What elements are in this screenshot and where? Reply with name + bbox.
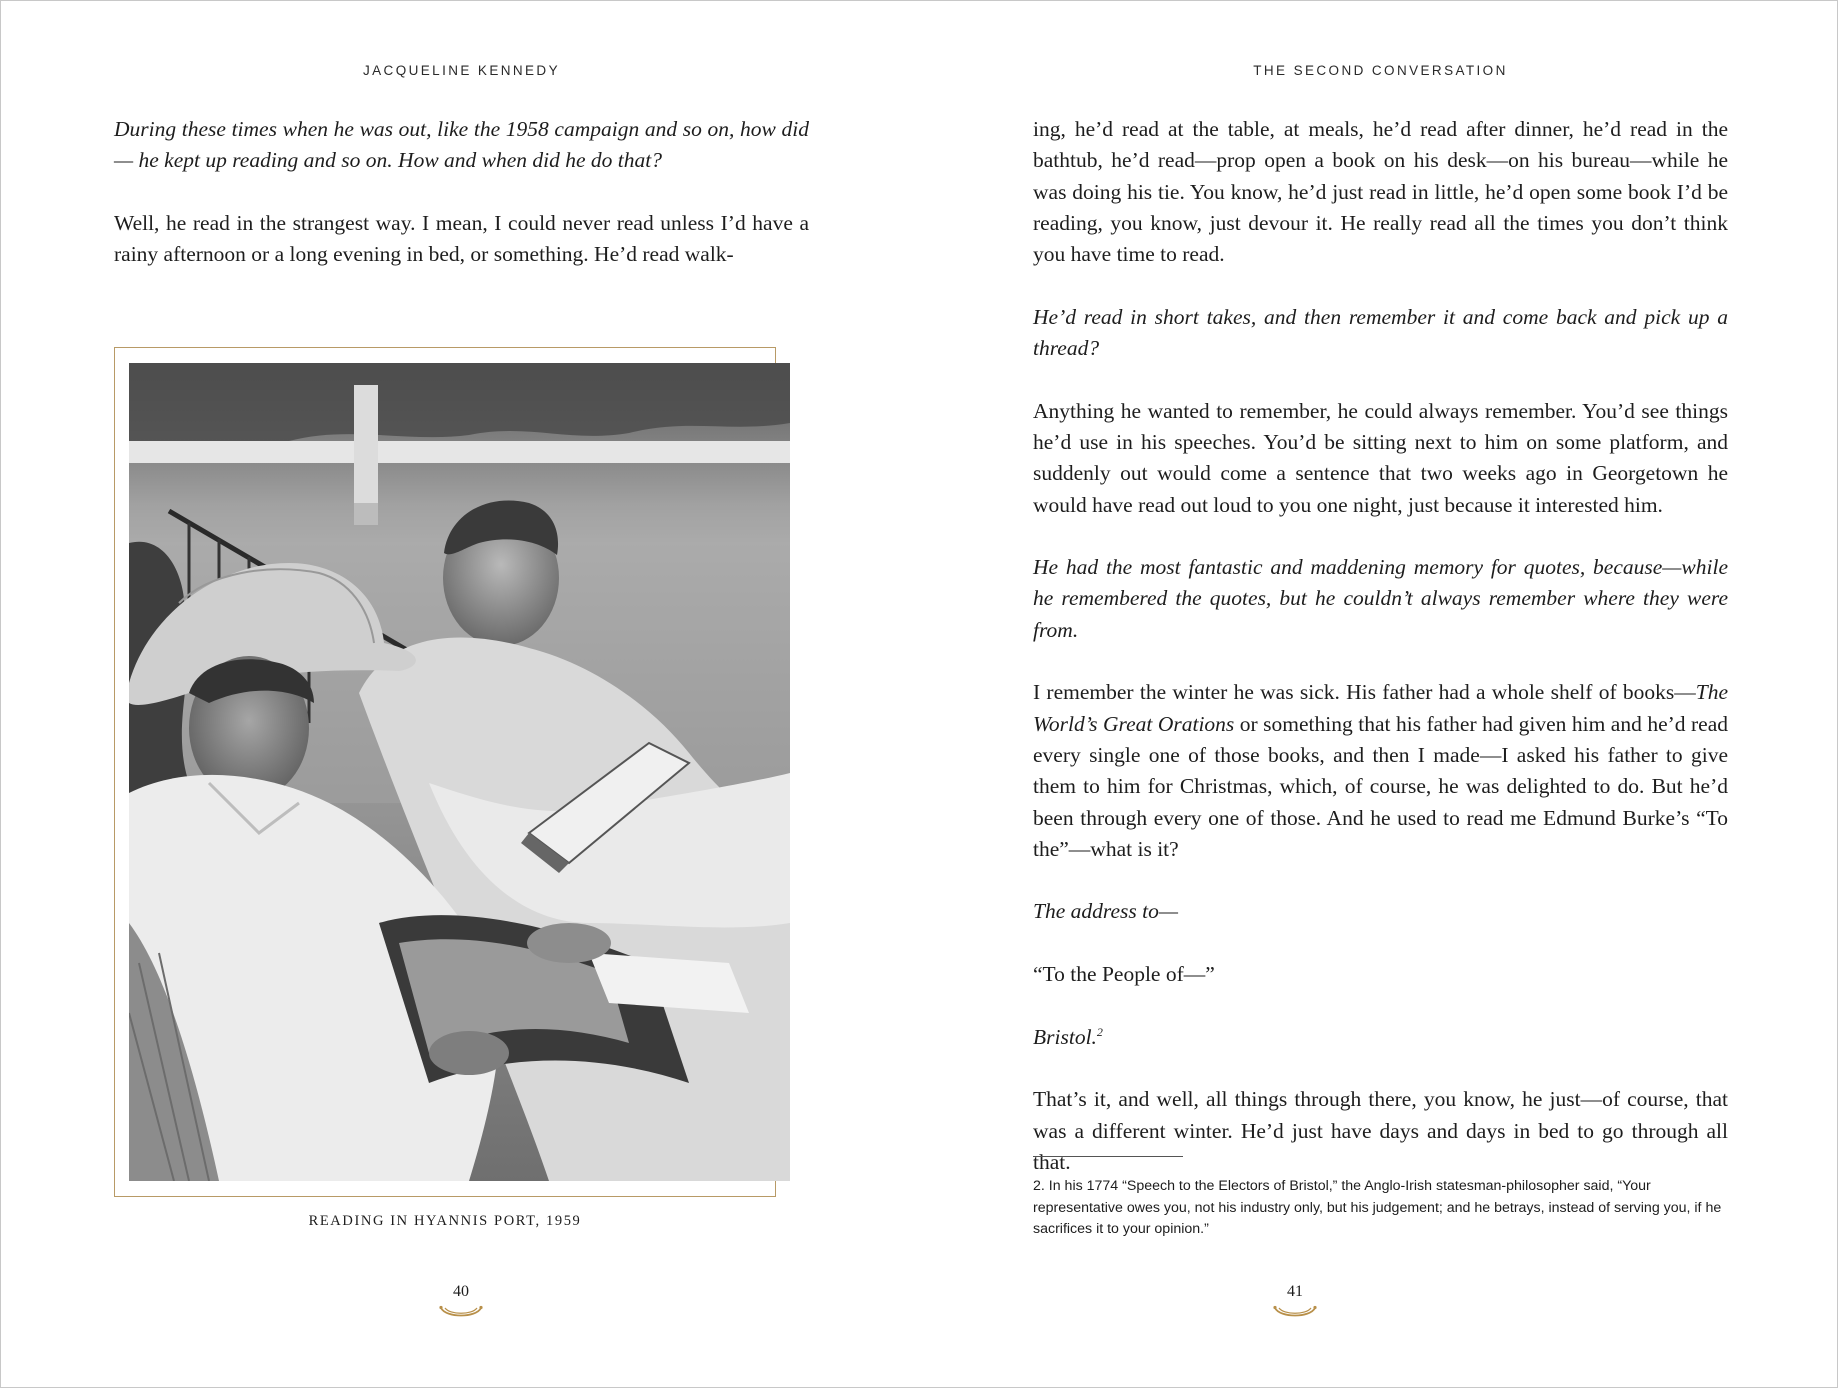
answer-paragraph: That’s it, and well, all things through there, you know, he just—of course, that was a different winter. He’d just have days and days in bed to go through all that. (1033, 1087, 1728, 1174)
folio-right (1265, 1283, 1325, 1319)
interview-answer: Well, he read in the strangest way. I mean, I could never read unless I’d have a rainy afternoon or a long evening in bed, or something. He’d read walk- (114, 210, 809, 267)
answer-paragraph: ing, he’d read at the table, at meals, he’d read after dinner, he’d read in the bathtub, he’d read—prop open a book on his desk—on his bureau—while he was doing his tie. You know, he’d just read in little, he’d open some book I’d be reading, you know, just devour it. He really read all the times you don’t think you have time to read. (1033, 117, 1728, 267)
right-page (920, 1, 1838, 1389)
footnote: 2. In his 1774 “Speech to the Electors of Bristol,” the Anglo-Irish statesman-philosopher said, “Your representative owes you, not his industry only, but his judgement; and he betrays, instead of serving you, if he sacrifices it to your opinion.” (1033, 1178, 1722, 1237)
answer-text: I remember the winter he was sick. His father had a whole shelf of books— (1033, 680, 1696, 705)
answer-paragraph (1033, 677, 1728, 865)
question-paragraph (1033, 1022, 1728, 1053)
interview-question: During these times when he was out, like the 1958 campaign and so on, how did— he kept up reading and so on. How and when did he do that? (114, 117, 809, 173)
question-text: Bristol. (1033, 1024, 1097, 1049)
question-paragraph: He’d read in short takes, and then remember it and come back and pick up a thread? (1033, 304, 1728, 361)
answer-text: or something that his father had given him and he’d read every single one of those books, and then I made—I asked his father to give them to him for Christmas, which, of course, he was delighted to do. But he’d been through every one of those. And he used to read me Edmund Burke’s “To the”—what is it? (1033, 711, 1728, 861)
folio-left (431, 1283, 491, 1319)
page-number-left: 40 (453, 1283, 469, 1300)
left-text-block (114, 114, 809, 270)
book-title: The World’s Great Orations (1033, 680, 1728, 736)
reading-photo (129, 363, 790, 1181)
question-paragraph: The address to— (1033, 899, 1178, 924)
photo-frame (114, 347, 776, 1197)
right-text-block (1033, 114, 1728, 1178)
footnote-rule (1033, 1156, 1183, 1157)
answer-paragraph: “To the People of—” (1033, 962, 1215, 987)
running-head-right: THE SECOND CONVERSATION (1253, 63, 1508, 78)
folio-ornament-icon (438, 1303, 484, 1319)
left-page (1, 1, 920, 1389)
folio-ornament-icon (1272, 1303, 1318, 1319)
question-paragraph: He had the most fantastic and maddening memory for quotes, because—while he remembered the quotes, but he couldn’t always remember where they were from. (1033, 555, 1728, 642)
footnote-ref[interactable]: 2 (1096, 1024, 1103, 1039)
running-head-left: JACQUELINE KENNEDY (363, 63, 560, 78)
photo-caption: READING IN HYANNIS PORT, 1959 (308, 1213, 582, 1229)
answer-paragraph: Anything he wanted to remember, he could always remember. You’d see things he’d use in his speeches. You’d be sitting next to him on some platform, and suddenly out would come a sentence that two weeks ago in Georgetown he would have read out loud to you one night, just because it interested him. (1033, 398, 1728, 517)
page-number-right: 41 (1287, 1283, 1303, 1300)
